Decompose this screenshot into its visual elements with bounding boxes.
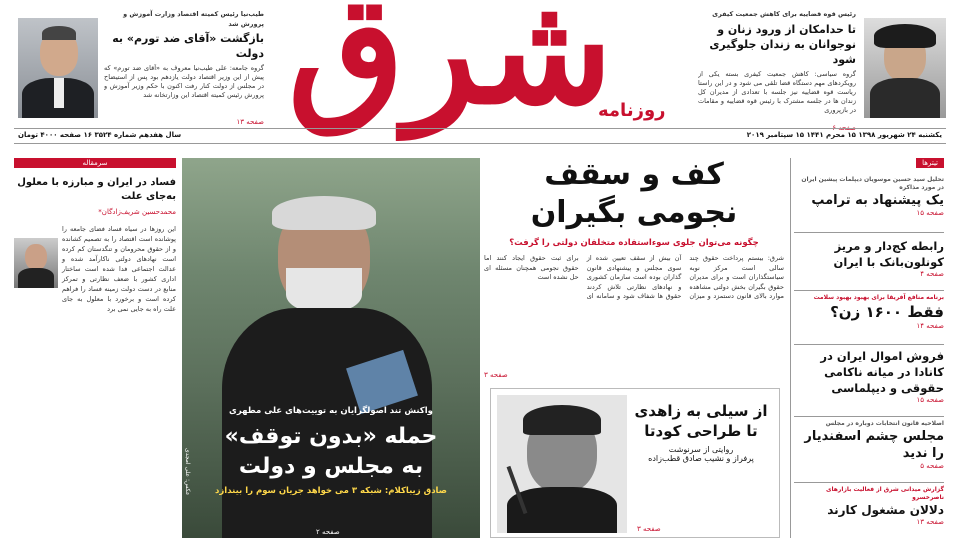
headline-title: فروش اموال ایران در کانادا در میانه ناکامی حقوقی و دیپلماسی: [820, 349, 944, 395]
main-title-line1: کف و سقف: [544, 157, 724, 192]
logo: شرق: [288, 0, 613, 138]
face-shape: [25, 244, 47, 270]
logo-sub: روزنامه: [598, 100, 666, 121]
headlines-label: تیترها: [916, 158, 944, 168]
shirt-shape: [54, 78, 64, 108]
zahedi-sub1: روایتی از سرنوشت: [668, 445, 734, 454]
headline-5: [794, 420, 944, 470]
zahedi-story: [490, 388, 780, 538]
main-page: صفحه ۳: [484, 371, 508, 379]
headline-6: [794, 486, 944, 526]
robe-shape: [870, 78, 940, 118]
headline-page: صفحه ۱۵: [916, 396, 944, 404]
top-left-title: بازگشت «آقای ضد تورم» به دولت: [112, 32, 264, 60]
editorial-author: محمدحسین شریف‌زادگان*: [98, 208, 176, 216]
headline-kicker: تحلیل سید حسین موسویان دیپلمات پیشین ایران در مورد مذاکره: [801, 176, 944, 191]
headline-2: [794, 238, 944, 278]
raisi-photo: [864, 18, 946, 118]
top-right-page: صفحه ۶: [832, 123, 856, 132]
zahedi-title: از سیلی به زاهدی تا طراحی کودتا: [634, 402, 768, 440]
divider: [794, 232, 944, 233]
hair-shape: [42, 26, 76, 40]
headline-title: مجلس چشم اسفندیار را ندید: [804, 429, 944, 461]
top-left-page: صفحه ۱۳: [236, 118, 264, 126]
headline-kicker: گزارش میدانی شرق از فعالیت بازارهای ناصرخسرو: [826, 486, 944, 501]
motahari-page: صفحه ۲: [316, 528, 340, 536]
main-subtitle: چگونه می‌توان جلوی سوءاستفاده متخلفان دولتی را گرفت؟: [509, 238, 759, 248]
headline-4: [794, 348, 944, 404]
top-left-kicker: طیب‌نیا رئیس کمیته اقتصاد وزارت آموزش و پرورش شد: [123, 10, 264, 28]
top-right-story: [698, 10, 946, 132]
divider: [794, 344, 944, 345]
headline-page: صفحه ۱۴: [916, 322, 944, 330]
motahari-kicker: واکنش تند اصولگرایان به توییت‌های علی مطهری: [229, 406, 433, 416]
issue-meta: سال هفدهم شماره ۳۵۲۴ ۱۶ صفحه ۴۰۰۰ تومان: [18, 131, 182, 139]
divider: [794, 290, 944, 291]
dateline: یکشنبه ۲۴ شهریور ۱۳۹۸ ۱۵ محرم ۱۴۴۱ ۱۵ سپتامبر ۲۰۱۹: [746, 131, 942, 139]
editorial-label: سرمقاله: [14, 158, 176, 168]
headline-title: یک پیشنهاد به ترامپ: [811, 193, 944, 208]
top-right-title: تا حدامکان از ورود زنان و نوجوانان به زندان جلوگیری شود: [709, 22, 856, 66]
headline-kicker: برنامه منافع آفریقا برای بهبود بهبود سلامت: [813, 294, 944, 301]
logo-area: [268, 0, 688, 138]
author-photo: [14, 238, 58, 288]
editorial-title: فساد در ایران و مبارزه با معلول به‌جای علت: [17, 177, 176, 202]
motahari-title1: حمله «بدون توقف»: [224, 424, 438, 449]
hair-shape: [272, 196, 376, 230]
hair-shape: [523, 405, 601, 435]
headline-title: رابطه کج‌دار و مریز کونلون‌بانک با ایران: [833, 239, 944, 269]
headline-title: دلالان مشغول کارند: [827, 503, 944, 517]
qotbzadeh-photo: [497, 395, 627, 533]
headline-page: صفحه ۱۵: [916, 209, 944, 217]
top-right-body: گروه سیاسی: کاهش جمعیت کیفری بسته یکی از رویکردهای مهم دستگاه قضا تلقی می شود و در این راستا ریاست قوه قضاییه نیز جلسه با تعدادی از مدیران کل زندان ها در جلسه مشترک با رئیس قوه قضاییه و مقامات در بازپروری: [698, 69, 856, 114]
divider: [794, 482, 944, 483]
motahari-story: [182, 158, 480, 538]
headline-title: فقط ۱۶۰۰ زن؟: [830, 303, 944, 321]
turban-shape: [874, 24, 936, 48]
top-left-body: گروه جامعه: علی طیب‌نیا معروف به «آقای ضد تورم» که پیش از این وزیر اقتصاد دولت یازدهم بود پس از استیضاح در مجلس از دولت کنار رفت اکنون با حکم وزیر آموزش و پرورش رئیس کمیته اقتصاد این وزارتخانه شد: [104, 64, 264, 99]
suit-shape: [18, 268, 54, 288]
top-right-kicker: رئیس قوه قضاییه برای کاهش جمعیت کیفری: [712, 10, 856, 18]
motahari-sub: صادق زیباکلام: شبکه ۳ می خواهد جریان سوم را بیندازد: [215, 486, 447, 496]
main-story: [484, 156, 784, 381]
headlines-column: [794, 158, 944, 540]
masthead: [0, 0, 960, 152]
motahari-text: [186, 406, 476, 496]
dateline-bar: [14, 128, 946, 144]
headline-page: صفحه ۵: [920, 462, 944, 470]
editorial: [14, 158, 176, 538]
editorial-body: این روزها در سیاه فساد فضای جامعه را پوشانده است اقتصاد را به تصمیم کشانده و از حقوق محرومان و تنگدستان کم کرده است نهادهای دولتی ناکارآمد شده و عدالت اجتماعی فدا شده است ساختار اداری کشور با ضعف نظارتی و تمرکز منابع در دست دولت زمینه فساد را فراهم کرده است و برخورد با معلول به جای علت راه به جایی نمی برد: [62, 225, 176, 313]
headline-1: [794, 176, 944, 217]
beard-shape: [286, 268, 362, 312]
column-rule: [790, 158, 791, 538]
headline-page: صفحه ۴: [920, 270, 944, 278]
divider: [794, 416, 944, 417]
headline-page: صفحه ۱۳: [916, 518, 944, 526]
top-left-story: [14, 10, 264, 128]
zahedi-page: صفحه ۳: [637, 525, 661, 533]
main-title-line2: نجومی بگیران: [530, 195, 738, 230]
photo-credit: عکس: علی امجدی: [184, 448, 191, 496]
tayebnia-photo: [18, 18, 98, 118]
main-body: شرق: بیستم پرداخت حقوق چند سالی است مرکز نوبه سیاستگذاران است و برای مدیران حقوق بگیران بخش دولتی مشاهده موارد بالای قانون دستمزد و میزان آن بیش از سقف تعیین شده از سوی مجلس و پیشنهادی قانون گذاران بوده است سازمان کشوری و نهادهای نظارتی تلاش کردند حقوق ها شفاف شود و سامانه ای برای ثبت حقوق ایجاد کنند اما حقوق نجومی همچنان مسئله ای حل نشده است: [484, 254, 784, 300]
zahedi-sub2: پرفراز و نشیب صادق قطب‌زاده: [648, 454, 754, 463]
headline-3: [794, 294, 944, 330]
motahari-title2: به مجلس و دولت: [238, 454, 424, 479]
headline-kicker: اصلاحیه قانون انتخابات دوباره در مجلس: [825, 420, 944, 427]
